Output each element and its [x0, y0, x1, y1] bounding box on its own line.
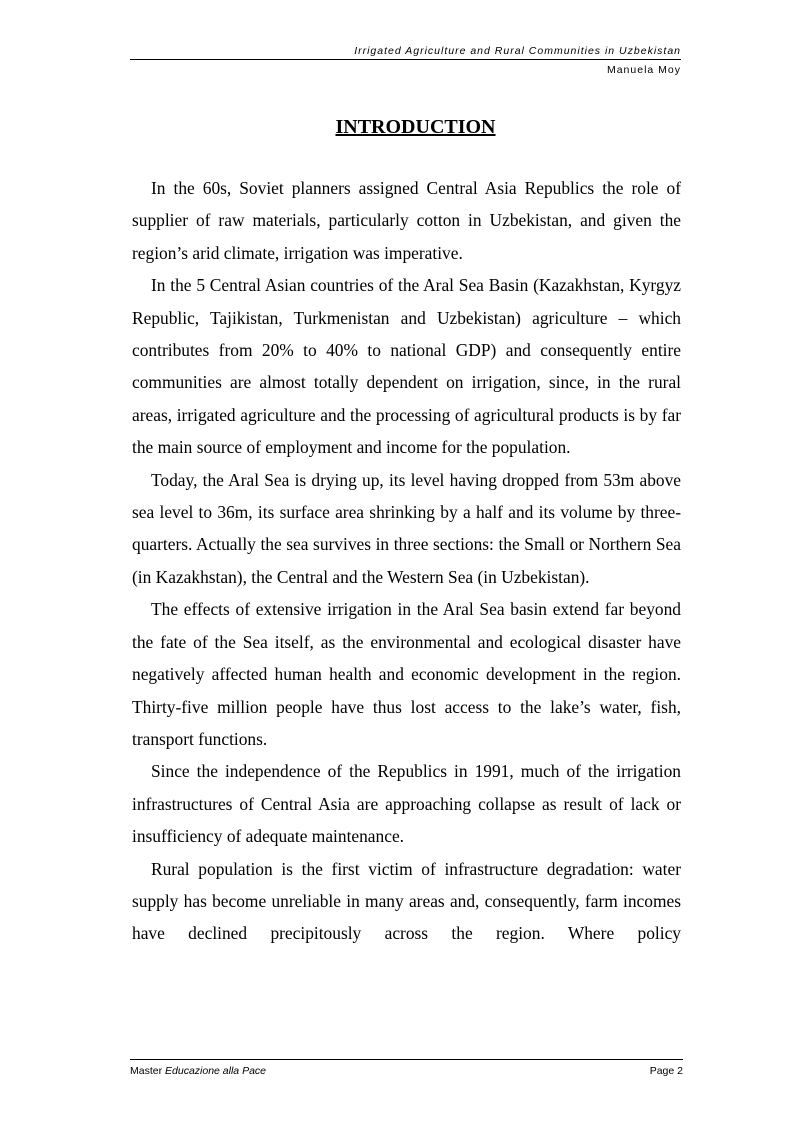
author-name: Manuela Moy [606, 64, 681, 76]
paragraph: The effects of extensive irrigation in the Aral Sea basin extend far beyond the fate of the Sea itself, as the environmental and ecological disaster have negatively affected human health and economic development in the region. Thirty-five million people have thus lost access to the lake’s water, fish, transport functions. [132, 599, 681, 749]
paragraph: Today, the Aral Sea is drying up, its level having dropped from 53m above sea level to 36m, its surface area shrinking by a half and its volume by three-quarters. Actually the sea survives in three sections: the Small or Northern Sea (in Kazakhstan), the Central and the Western Sea (in Uzbekistan). [132, 469, 681, 587]
header-rule [130, 59, 681, 60]
footer-rule [130, 1059, 683, 1060]
page-header [130, 44, 681, 77]
body-text [132, 172, 681, 950]
paragraph: Rural population is the first victim of infrastructure degradation: water supply has become unreliable in many areas and, consequently, farm incomes have declined precipitously across the region. Where policy [132, 858, 681, 944]
footer-row [130, 1064, 683, 1078]
document-title: Irrigated Agriculture and Rural Communities in Uzbekistan [354, 45, 681, 57]
footer-course-name: Educazione alla Pace [165, 1065, 267, 1077]
page-footer [130, 1059, 683, 1078]
footer-course [130, 1064, 266, 1078]
page-number: Page 2 [649, 1065, 683, 1077]
paragraph: In the 60s, Soviet planners assigned Central Asia Republics the role of supplier of raw materials, particularly cotton in Uzbekistan, and given the region’s arid climate, irrigation was imperative. [132, 178, 681, 263]
section-heading: INTRODUCTION [335, 116, 496, 138]
paragraph: Since the independence of the Republics in 1991, much of the irrigation infrastructures of Central Asia are approaching collapse as result of lack or insufficiency of adequate maintenance. [132, 761, 681, 847]
footer-prefix: Master [130, 1065, 163, 1077]
paragraph: In the 5 Central Asian countries of the Aral Sea Basin (Kazakhstan, Kyrgyz Republic, Tajikistan, Turkmenistan and Uzbekistan) agriculture – which contributes from 20% to 40% to national GDP) and consequently entire communities are almost totally dependent on irrigation, since, in the rural areas, irrigated agriculture and the processing of agricultural products is by far the main source of employment and income for the population. [132, 275, 681, 458]
